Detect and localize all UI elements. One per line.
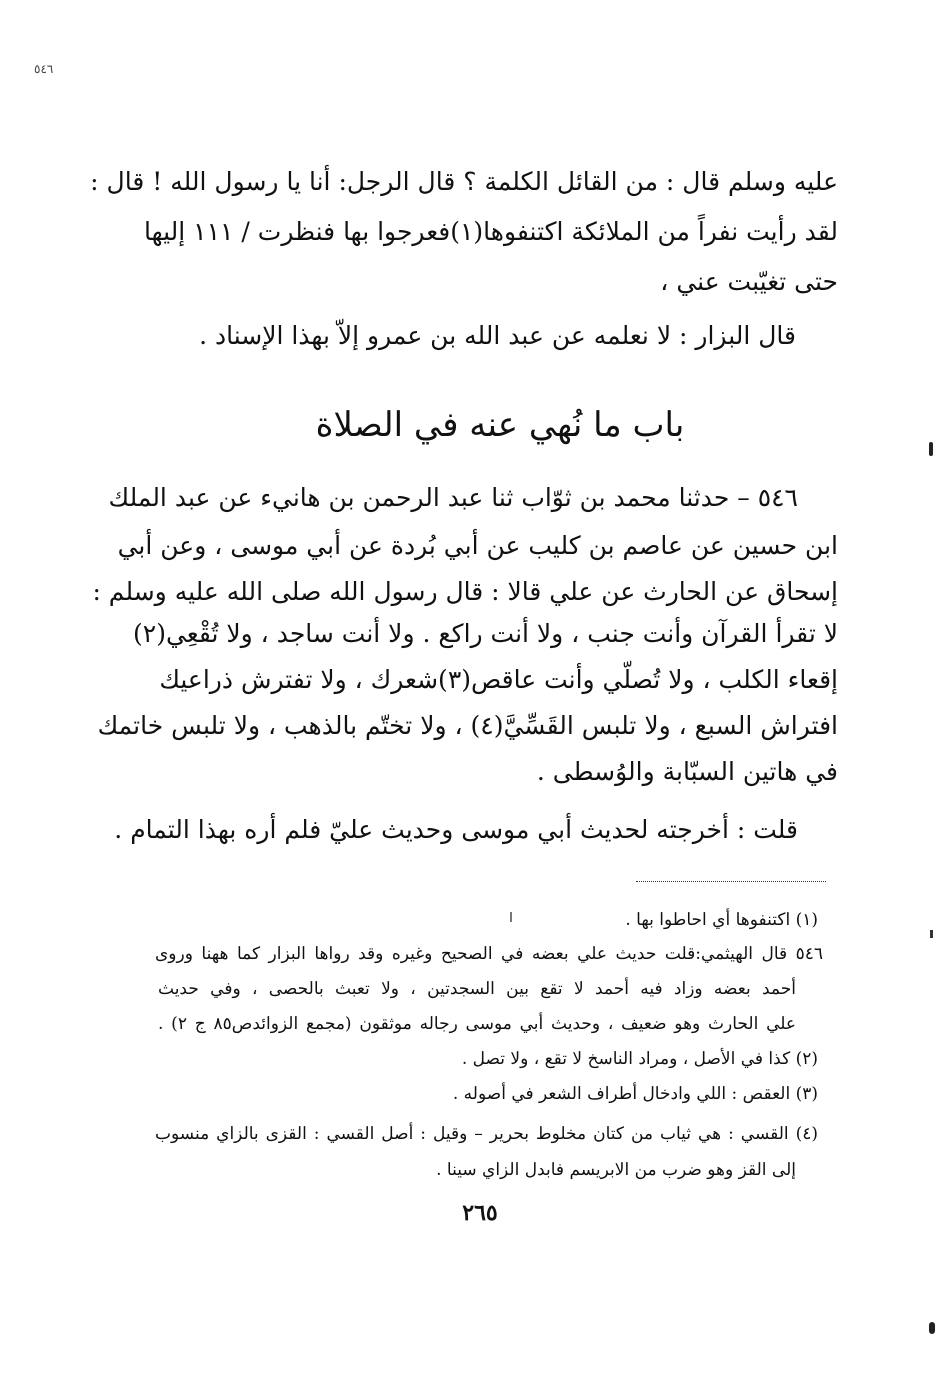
margin-speck: [929, 1322, 935, 1334]
footnote: ٥٤٦ قال الهيثمي:قلت حديث علي بعضه في الصحيح وغيره وقد رواها البزار كما ههنا وروى: [155, 944, 823, 964]
footnote-separator: [636, 881, 826, 882]
chapter-title: باب ما نُهي عنه في الصلاة: [315, 405, 685, 445]
margin-speck: [929, 442, 933, 456]
footnote: (٢) كذا في الأصل ، ومراد الناسخ لا تقع ، ولا تصل .: [461, 1049, 818, 1069]
hadith-line: ابن حسين عن عاصم بن كليب عن أبي بُردة عن أبي موسى ، وعن أبي: [117, 531, 838, 560]
footnote: (١) اكتنفوها أي احاطوا بها .: [625, 910, 818, 930]
text-line: عليه وسلم قال : من القائل الكلمة ؟ قال الرجل: أنا يا رسول الله ! قال :: [90, 167, 838, 196]
author-note: قلت : أخرجته لحديث أبي موسى وحديث عليّ فلم أره بهذا التمام .: [114, 815, 798, 844]
scan-mark: [930, 930, 933, 938]
scan-mark: [510, 912, 512, 922]
page-number: ٢٦٥: [462, 1200, 498, 1226]
footnote: علي الحارث وهو ضعيف ، وحديث أبي موسى رجاله موثقون (مجمع الزوائدص٨٥ ج ٢) .: [158, 1014, 797, 1034]
footnote: (٤) القسي : هي ثياب من كتان مخلوط بحرير – وقيل : أصل القسي : القزى بالزاي منسوب: [155, 1124, 818, 1144]
footnote: إلى القز وهو ضرب من الابريسم فابدل الزاي سينا .: [436, 1160, 796, 1180]
bazzar-note: قال البزار : لا نعلمه عن عبد الله بن عمرو إلاّ بهذا الإسناد .: [199, 321, 796, 350]
hadith-line: ٥٤٦ – حدثنا محمد بن ثوّاب ثنا عبد الرحمن بن هانيء عن عبد الملك: [108, 483, 798, 512]
hadith-line: إقعاء الكلب ، ولا تُصلّي وأنت عاقص(٣)شعرك ، ولا تفترش ذراعيك: [159, 665, 838, 694]
hadith-line: افتراش السبع ، ولا تلبس القَسِّيَّ(٤) ، ولا تختّم بالذهب ، ولا تلبس خاتمك: [97, 711, 838, 740]
hadith-line: إسحاق عن الحارث عن علي قالا : قال رسول الله صلى الله عليه وسلم :: [92, 577, 838, 606]
text-line: حتى تغيّبت عني ،: [660, 267, 838, 296]
hadith-line: في هاتين السبّابة والوُسطى .: [536, 757, 838, 786]
footnote: (٣) العقص : اللي وادخال أطراف الشعر في أصوله .: [452, 1084, 818, 1104]
page-corner-mark: ٥٤٦: [34, 62, 54, 76]
hadith-line: لا تقرأ القرآن وأنت جنب ، ولا أنت راكع . ولا أنت ساجد ، ولا تُقْعِي(٢): [133, 619, 838, 648]
footnote: أحمد بعضه وزاد فيه أحمد لا تقع بين السجدتين ، ولا تعبث بالحصى ، وفي حديث: [158, 979, 796, 999]
text-line: لقد رأيت نفراً من الملائكة اكتنفوها(١)فعرجوا بها فنظرت / ١١١ إليها: [143, 217, 838, 246]
